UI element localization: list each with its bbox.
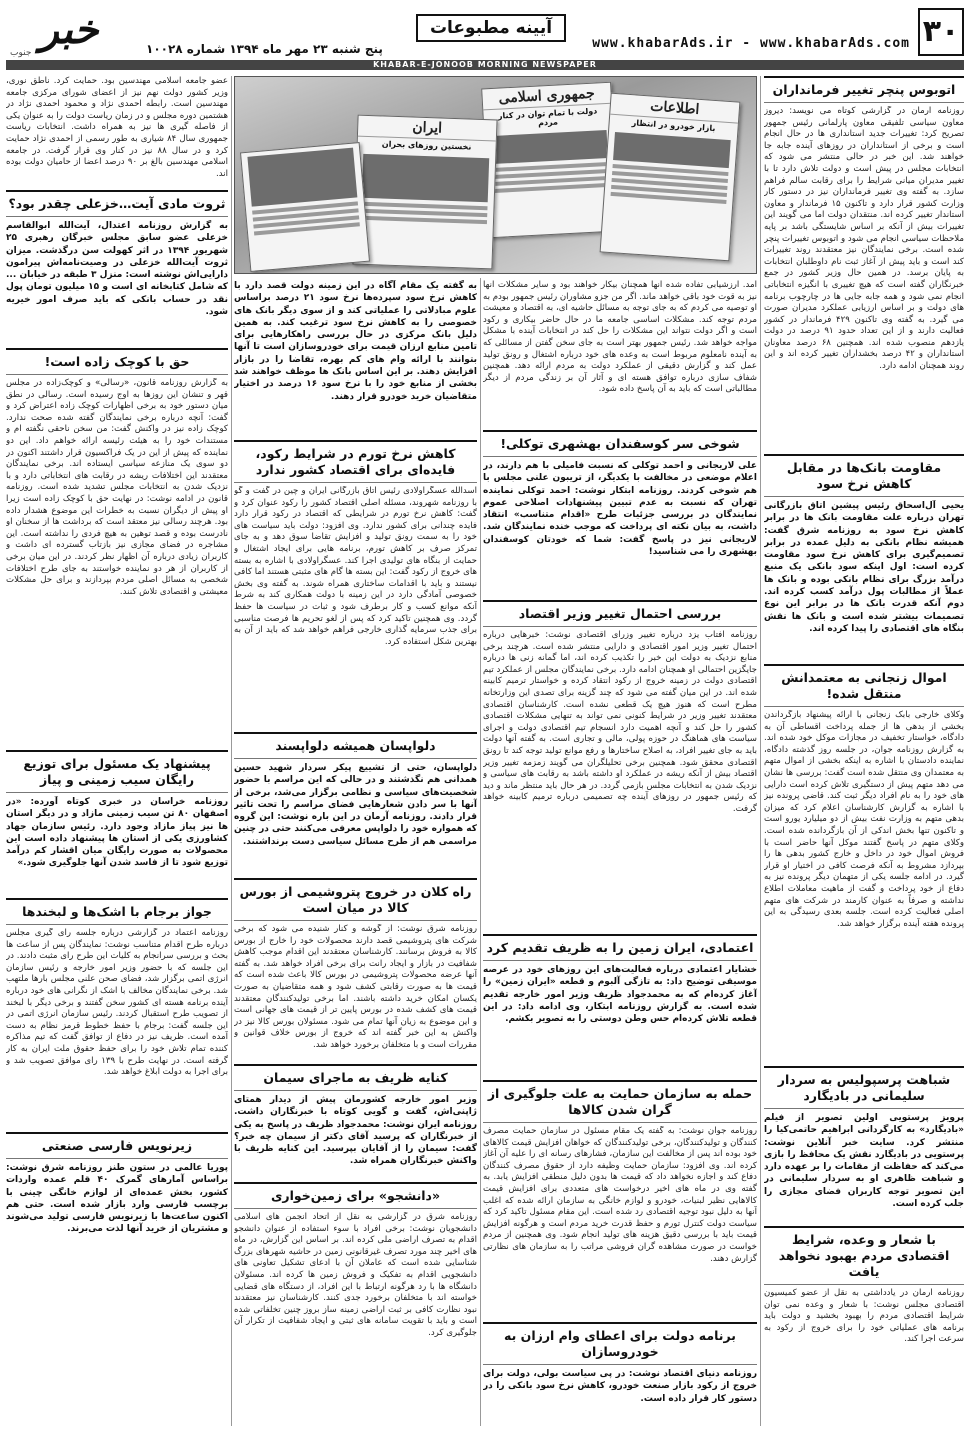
- article-lead: پرویز پرستویی اولین تصویر از فیلم «بادیگارد» به کارگردانی ابراهیم حاتمی‌کیا را منتشر کرد. سایت خبر آنلاین نوشت: پرستویی در بادیگارد نقش یک محافظ را بازی می‌کند که حفاظت از مقامات را بر عهده دارد و شباهت ظاهری او به سردار سلیمانی در این تصویر توجه کاربران فضای مجازی را جلب کرده است.: [764, 1113, 964, 1210]
- article-lead: علی لاریجانی و احمد توکلی که نسبت فامیلی با هم دارند، در اعلام موضعی در مخالفت با یکدیگر، از تریبون علنی مجلس با هم شوخی کردند. روزنامه ابتکار نوشت: احمد توکلی نماینده تهران که نسبت به عدم تبیین پیشنهادات اصلاحی عموم نمایندگان در بررسی جزئیات طرح «اقدام متناسب» انتقاد داشت، به بیان نکته ای پرداخت که موجب خنده نمایندگان شد. لاریجانی نیز در پاسخ گفت: شما که خودتان کوسفندان بهشهری را می شناسید!: [483, 461, 757, 558]
- article-headline: مقاومت بانک‌ها در مقابل کاهش نرخ سود: [764, 454, 964, 497]
- article-headline: برنامه دولت برای اعطای وام ارزان به خودروسازان: [483, 1322, 757, 1365]
- article-headline: بررسی احتمال تغییر وزیر اقتصاد: [483, 600, 757, 627]
- newspaper-image: [613, 132, 731, 168]
- article-headline: اموال زنجانی به معتمدانش منتقل شده!: [764, 664, 964, 707]
- english-banner: KHABAR-E-JONOOB MORNING NEWSPAPER: [6, 60, 964, 70]
- article-headline: اعتمادی، ایران زمین را به ظریف تقدیم کرد: [483, 934, 757, 961]
- newspaper-masthead: ایران: [358, 116, 497, 142]
- article-headline: ثروت مادی آیت…خزعلی چقدر بود؟: [6, 190, 228, 217]
- article-body: روزنامه شرق نوشت: از گوشه و کنار شنیده می شود که برخی شرکت های پتروشیمی قصد دارند محصولات خود را خارج از بورس کالا به فروش برسانند. کارشناسان معتقدند این اقدام موجب کاهش شفافیت در بازار و ایجاد رانت برای برخی افراد خواهد شد. به گفته آنها عرضه محصولات پتروشیمی در بورس کالا باعث شده است که قیمت ها به صورت رقابتی کشف شود و همه متقاضیان به صورت یکسان امکان خرید داشته باشند. اما برخی تولیدکنندگان معتقدند قیمت های کشف شده در بورس پایین تر از قیمت های جهانی است و این موضوع به زیان آنها تمام می شود. مسئولان بورس کالا نیز در واکنش به این خبر گفته اند که خروج از بورس خلاف قوانین و مقررات است و با متخلفان برخورد خواهد شد.: [234, 924, 477, 1050]
- article-headline: «دانشجو» برای زمین‌خواری: [234, 1182, 477, 1209]
- newspaper-headline: نخستین روزهای بحران: [381, 139, 472, 152]
- article-body: روزنامه آرمان در گزارشی کوتاه می نویسد: دیروز معاون سیاسی تلفیقی معاون پارلمانی رئیس جمهور تصریح کرد: تغییرات جدید استانداری ها در حال انجام است و برخی از استانداران در روزهای آینده جابه جا خواهند شد. این خبر در حالی منتشر می شود که انتخابات مجلس در پیش است و دولت تلاش دارد تا با تغییر مدیران میانی شرایط را برای رقابت سالم فراهم سازد. به گفته وی تغییر فرمانداران نیز در دستور کار وزارت کشور قرار دارد و تاکنون ۱۵ فرماندار و معاون استاندار تغییر کرده اند. منتقدان دولت اما می گویند این تغییرات بیش از آنکه بر اساس شایستگی باشد بر پایه ملاحظات سیاسی انجام می شود و اتوبوس تغییرات پنچر شده است. برخی نمایندگان نیز معتقدند روند تغییرات کند است و باید پیش از آغاز ثبت نام داوطلبان انتخابات به پایان برسد. در همین حال وزیر کشور در جمع خبرنگاران گفته است که هیچ تغییری با انگیزه انتخاباتی انجام نمی شود و همه جابه جایی ها در چارچوب برنامه های دولت و بر اساس ارزیابی عملکرد مدیران صورت می گیرد. به گفته وی تاکنون ۴۲۹ فرماندار در کشور فعالیت دارند و از این تعداد حدود ۹۱ درصد در دولت یازدهم منصوب شده اند. همچنین ۶۸ درصد معاونان استانداران و ۴۲ درصد بخشداران تغییر کرده اند و این روند همچنان ادامه دارد.: [764, 106, 964, 372]
- newspaper-front-3: [600, 93, 741, 262]
- article-lead: دلواپسان، حتی از تشییع پیکر سردار شهید حسین همدانی هم نگذشتند و در حالی که این مراسم با حضور شخصیت‌های سیاسی و نظامی برگزار می‌شد، برخی از آنها با سر دادن شعارهایی فضای مراسم را تحت تاثیر قرار دادند. روزنامه آرمان در این باره نوشت: این گروه که همواره خود را دلواپس معرفی می‌کنند حتی در چنین مراسمی هم از طرح مسائل سیاسی دست برنداشتند.: [234, 763, 477, 847]
- article-lead: به گزارش روزنامه اعتدال، آیت‌الله ابوالقاسم خزعلی عضو سابق مجلس خبرگان رهبری ۲۵ شهریور ۱۳۹۴ در اثر کهولت سن درگذشت. میزان ثروت آیت‌الله خزعلی در وصیت‌نامه‌اش پیرامون دارایی‌اش نوشته است: منزل ۳ طبقه در خیابان ... که شامل کتابخانه ای است و ۱۵ میلیون تومان پول نقد در حساب بانکی که باید صرف امور خیریه شود.: [6, 221, 228, 318]
- newspaper-front-4: [240, 142, 370, 272]
- website-urls: www.khabarAds.ir - www.khabarAds.com: [592, 36, 910, 51]
- article-headline: با شعار و وعده، شرایط اقتصادی مردم بهبود نخواهد یافت: [764, 1226, 964, 1285]
- article-headline: زیرنویس فارسی صنعتی: [6, 1132, 228, 1159]
- column-1: [764, 76, 964, 1351]
- article-body: روزنامه شرق در گزارشی به نقل از اتحاد انجمن های اسلامی دانشجویان نوشت: برخی افراد با سوء استفاده از عنوان دانشجو اقدام به تصرف اراضی ملی کرده اند. بر اساس این گزارش، در ماه های اخیر چند مورد تصرف غیرقانونی زمین در حاشیه شهرهای بزرگ شناسایی شده است که عاملان آن با ادعای تشکیل تعاونی های دانشجویی اقدام به تفکیک و فروش زمین ها کرده اند. مسئولان دانشگاه ها با رد هرگونه ارتباط با این افراد، از دستگاه های قضایی خواسته اند با متخلفان برخورد جدی کنند. کارشناسان نیز معتقدند نبود نظارت کافی بر ثبت اراضی زمینه ساز بروز چنین تخلفاتی شده است و باید با تقویت سامانه های ثبتی و ایجاد شفافیت از تکرار آن جلوگیری کرد.: [234, 1212, 477, 1338]
- logo: [10, 6, 128, 60]
- page-number: ۳۰: [918, 8, 964, 56]
- article-headline: حمله به سازمان حمایت به علت جلوگیری از گران شدن کالاها: [483, 1080, 757, 1123]
- column-rule: [231, 76, 232, 1426]
- column-4: [6, 76, 228, 1295]
- article-body: روزنامه اعتماد در گزارشی درباره جلسه رای گیری مجلس درباره طرح اقدام متناسب نوشت: نمایندگان پس از ساعت ها بحث و بررسی سرانجام به کلیات این طرح رای مثبت دادند. در این جلسه که با حضور وزیر امور خارجه و رئیس سازمان انرژی اتمی برگزار شد، فضای صحن علنی مجلس بارها ملتهب شد. برخی نمایندگان مخالف با اشک از نگرانی های خود درباره آینده برنامه هسته ای کشور سخن گفتند و برخی دیگر با لبخند از تصویب طرح استقبال کردند. رئیس سازمان انرژی اتمی در این جلسه گفت: برجام با حفظ خطوط قرمز نظام به دست آمده است. ظریف نیز در دفاع از توافق گفت که تیم مذاکره کننده تمام تلاش خود را برای حفظ حقوق ملت ایران به کار گرفته است. در نهایت طرح با ۱۳۹ رای موافق تصویب شد و برای اجرا به دولت ابلاغ خواهد شد.: [6, 928, 228, 1078]
- newspaper-masthead: جمهوری اسلامی: [482, 83, 611, 111]
- newspaper-masthead: اطلاعات: [610, 94, 739, 124]
- date-issue: پنج شنبه ۲۳ مهر ماه ۱۳۹۴ شماره ۱۰۰۲۸: [146, 42, 383, 56]
- article-lead: به گفته یک مقام آگاه در این زمینه دولت قصد دارد با کاهش نرخ سود سپرده‌ها نرخ سود ۲۱ درصد براساس علوم مبادلاتی را عملیاتی کند و از سوی دیگر بانک های خصوصی را به کاهش نرخ سود ترغیب کند. به همین دلیل بانک مرکزی در حال بررسی راهکارهایی برای تامین منابع ارزان قیمت برای خودروسازان است تا آنها بتوانند با ارائه وام های کم بهره، تقاضا را در بازار افزایش دهند. بر این اساس بانک ها موظف خواهند شد بخشی از منابع خود را با نرخ سود ۱۶ درصد در اختیار متقاضیان خرید خودرو قرار دهند.: [234, 281, 477, 402]
- section-title: آیینه مطبوعات: [416, 14, 566, 42]
- newspaper-headline: بازار خودرو در انتظار: [631, 118, 716, 134]
- article-lead: روزنامه دنیای اقتصاد نوشت: در پی سیاست بولی، دولت برای خروج از رکود بازار صنعت خودرو، کاهش نرخ سود بانکی را در دستور کار قرار داده است.: [483, 1369, 757, 1404]
- article-body: اسدالله عسگراولادی رئیس اتاق بازرگانی ایران و چین در گفت و گو با روزنامه شهروند، مسئله اصلی اقتصاد کشور را رکود عنوان کرد و گفت: کاهش نرخ تورم در شرایطی که اقتصاد در رکود قرار دارد فایده چندانی برای کشور ندارد. وی افزود: دولت باید سیاست های خود را به سمت رونق تولید و افزایش تقاضا سوق دهد و به جای تمرکز صرف بر کاهش تورم، برنامه هایی برای ایجاد اشتغال و حمایت از بنگاه های تولیدی اجرا کند. عسگراولادی با اشاره به بسته های خروج از رکود گفت: این بسته ها گام های مثبتی هستند اما کافی نیستند و باید با اقدامات ساختاری همراه شوند. به گفته وی بخش خصوصی آمادگی دارد در این زمینه با دولت همکاری کند به شرط آنکه موانع کسب و کار برطرف شود و ثبات در سیاست ها حفظ گردد. وی همچنین تاکید کرد که پس از لغو تحریم ها فرصت مناسبی برای جذب سرمایه گذاری خارجی فراهم خواهد شد که باید از آن به بهترین شکل استفاده کرد.: [234, 486, 477, 647]
- column-3: [234, 280, 477, 1415]
- logo-sub: جنوب: [10, 48, 32, 58]
- article-headline: پیشنهاد یک مسئول برای توزیع رایگان سیب زمینی و پیاز: [6, 750, 228, 793]
- newspaper-headline: دولت با تمام توان در کنار مردم: [497, 106, 598, 128]
- article-headline: حق با کوچک زاده است!: [6, 348, 228, 375]
- article-headline: شباهت پرسپولیس به سردار سلیمانی در بادیگارد: [764, 1066, 964, 1109]
- article-body: عضو جامعه اسلامی مهندسین بود. حمایت کرد. ناطق نوری، وزیر کشور دولت نهم نیز از اعضای شورای مرکزی جامعه مهندسین است. رابطه احمدی نژاد و محمود احمدی نژاد در هشتمین دوره مجلس و در زمان ریاست دولت را به عنوان یکی از فاصله گیری ها نیز به همراه داشت. انتخابات ریاست جمهوری سال ۸۴ شیاری به طور رسمی از احمدی نژاد حمایت کرد و در سال ۸۸ نیز در کنار وی قرار گرفت. در جامعه اسلامی مهندسین بالغ بر ۹۰ درصد اعضا از حامیان دولت بوده اند.: [6, 76, 228, 179]
- article-body: به گزارش روزنامه قانون، «رسالی» و کوچک‌زاده در مجلس قهر و تنشان این روزها به اوج رسیده است. رسالی در نطق میان دستور خود به برخی اظهارات کوچک زاده اعتراض کرد و گفت: آنچه درباره برخی نمایندگان گفته شده صحت ندارد. کوچک زاده نیز در واکنش گفت: من سخن ناحقی نگفته ام و مستندات خود را به هیئت رئیسه ارائه خواهم داد. این دو نماینده که پیش از این در یک فراکسیون قرار داشتند اکنون در دو سوی یک منازعه سیاسی ایستاده اند. برخی نمایندگان معتقدند این اختلافات ریشه در رقابت های انتخاباتی دارد و با نزدیک شدن به انتخابات مجلس تشدید شده است. روزنامه قانون در ادامه نوشت: در نهایت حق با کوچک زاده است زیرا او پیش از دیگران نسبت به خطرات این موضوع هشدار داده بود. هرچند رسالی نیز معتقد است که برداشت ها از سخنان او نادرست بوده و قصد توهین به هیچ فردی را نداشته است. این مشاجره در فضای مجازی نیز بازتاب گسترده ای داشت و کاربران زیادی درباره آن اظهار نظر کردند. در این میان برخی از کاربران از هر دو نماینده خواستند به جای طرح اختلافات شخصی به مسائل اصلی مردم بپردازند و برای حل مشکلات معیشتی و اقتصادی تلاش کنند.: [6, 378, 228, 597]
- article-lead: خشایار اعتمادی درباره فعالیت‌های این روزهای خود در عرصه موسیقی توضیح داد: به تازگی آلبوم و قطعه «ایران زمین» را آغاز کرده‌ام که به محمدجواد ظریف وزیر امور خارجه تقدیم شده است. به گزارش روزنامه ابتکار، وی ادامه داد: در این قطعه تلاش کرده‌ام حس وطن دوستی را به تصویر بکشم.: [483, 965, 757, 1025]
- article-headline: اتوبوس پنچر تغییر فرمانداران: [764, 76, 964, 103]
- newspapers-photo: [234, 76, 757, 274]
- column-2: [483, 280, 757, 1407]
- article-headline: شوخی سر کوسفندان بهشهری توکلی!: [483, 430, 757, 457]
- newspaper-image: [247, 148, 357, 207]
- masthead: [6, 6, 964, 62]
- column-rule: [760, 76, 761, 1426]
- newspaper-image: [491, 130, 608, 164]
- article-lead: یحیی آل‌اسحاق رئیس پیشین اتاق بازرگانی تهران درباره علت مقاومت بانک ها در برابر کاهش نرخ سود به روزنامه شرق گفت: همیشه نظام بانکی به دلیل عمده در برابر تصمیم‌گیری برای کاهش نرخ سود مقاومت کرده است: اول اینکه سود بانکی یک منبع درآمد بزرگ برای نظام بانکی بوده و بانک ها عملاً از مطالبات پول درآمد کسب کرده اند. دوم آنکه قدرت بانک ها در برابر این نوع تصمیمات بیشتر شده است و بانک ها نقش بنگاه های اقتصادی را پیدا کرده اند.: [764, 501, 964, 634]
- newspaper-front-2: [352, 115, 497, 270]
- article-headline: کاهش نرخ تورم در شرایط رکود، فایده‌ای برای اقتصاد کشور ندارد: [234, 440, 477, 483]
- article-headline: راه کلان در خروج پتروشیمی از بورس کالا در میان است: [234, 878, 477, 921]
- column-rule: [480, 278, 481, 1426]
- article-headline: جواز برجام با اشک‌ها و لبخندها: [6, 898, 228, 925]
- newspaper-front-1: [481, 82, 619, 239]
- newspaper-image: [362, 154, 489, 202]
- article-body: روزنامه آفتاب یزد درباره تغییر وزرای اقتصادی نوشت: خبرهایی درباره احتمال تغییر وزیر امور اقتصادی و دارایی منتشر شده است. هرچند برخی منابع نزدیک به دولت این خبر را تکذیب کرده اند، اما گمانه زنی ها درباره جایگزین احتمالی او همچنان ادامه دارد. برخی نمایندگان مجلس از عملکرد تیم اقتصادی دولت در زمینه خروج از رکود انتقاد کرده و خواستار ترمیم کابینه شده اند. در این میان گفته می شود که چند گزینه برای تصدی این وزارتخانه مطرح است که هنوز هیچ یک قطعی نشده است. کارشناسان اقتصادی معتقدند تغییر وزیر در شرایط کنونی نمی تواند به تنهایی مشکلات اقتصادی کشور را حل کند و آنچه اهمیت دارد انسجام تیم اقتصادی دولت و اجرای سیاست های هماهنگ در حوزه پولی، مالی و تجاری است. به گفته آنها دولت باید به جای تغییر افراد، به اصلاح ساختارها و رفع موانع تولید توجه کند تا رونق اقتصادی محقق شود. همچنین برخی تحلیلگران می گویند زمزمه تغییر وزیر اقتصاد بیش از آنکه ریشه در عملکرد او داشته باشد به رقابت های سیاسی و نزدیک شدن به انتخابات مجلس بازمی گردد. در هر حال باید منتظر ماند و دید که رئیس جمهور در روزهای آینده چه تصمیمی درباره ترمیم کابینه خواهد گرفت.: [483, 630, 757, 814]
- article-headline: کنایه ظریف به ماجرای سیمان: [234, 1064, 477, 1091]
- article-lead: وزیر امور خارجه کشورمان پیش از دیدار همتای ژاپنی‌اش، گفت و گویی کوتاه با خبرنگاران داشت. روزنامه ایران نوشت: محمدجواد ظریف در پاسخ به یکی از خبرنگاران که پرسید آقای دکتر از سیمان چه خبر؟ گفت: سیمان را از آقایان بپرسید. این کنایه ظریف با واکنش خبرنگاران همراه شد.: [234, 1095, 477, 1167]
- article-body: آمد. ارزشیابی تفاده شده آنها همچنان بیکار خواهند بود و سایر مشکلات آنها نیز به قوت خود باقی خواهد ماند. اگر من جزو مشاوران رئیس جمهور بودم به او توصیه می کردم که به جای توجه به مسائل حاشیه ای، به اقتصاد و معیشت مردم توجه کند. مشکلات اساسی جامعه ما در حال حاضر بیکاری و رکود است و اگر دولت نتواند این مشکلات را حل کند در انتخابات آینده با مشکل مواجه خواهد شد. رئیس جمهور بهتر است به جای سخن گفتن از مسائلی که به آینده نامعلوم مربوط است به وعده های خود درباره اشتغال و رونق تولید عمل کند و گزارش دقیقی از عملکرد دولت به مردم ارائه دهد. همچنین شفاف سازی درباره توافق هسته ای و آثار آن بر زندگی مردم از دیگر مطالباتی است که باید به آن پاسخ داده شود.: [483, 280, 757, 395]
- article-headline: دلواپسان همیشه دلواپسند: [234, 732, 477, 759]
- article-body: روزنامه جوان نوشت: به گفته یک مقام مسئول در سازمان حمایت مصرف کنندگان و تولیدکنندگان، برخی تولیدکنندگان که خواهان افزایش قیمت کالاهای خود بوده اند پس از مخالفت این سازمان، فشارهای رسانه ای را علیه آن آغاز کرده اند. وی افزود: سازمان حمایت وظیفه دارد از حقوق مصرف کنندگان دفاع کند و اجازه نخواهد داد که قیمت ها بدون دلیل منطقی افزایش یابد. به گفته وی در ماه های اخیر درخواست های متعددی برای افزایش قیمت کالاهایی نظیر لبنیات، خودرو و لوازم خانگی به سازمان ارائه شده که اغلب آنها به دلیل نبود توجیه اقتصادی رد شده است. این مقام مسئول تاکید کرد که سیاست دولت کنترل تورم و حفظ قدرت خرید مردم است و هرگونه افزایش قیمت باید با بررسی دقیق هزینه های تولید انجام شود. وی همچنین از مردم خواست در صورت مشاهده گران فروشی مراتب را به سازمان های نظارتی گزارش دهند.: [483, 1126, 757, 1264]
- article-lead: روزنامه خراسان در خبری کوتاه آورده: «در اصفهان ۸۰ تن سیب زمینی مازاد و در دیگر استان ها نیز پیاز مازاد وجود دارد. رئیس سازمان جهاد کشاورزی یکی از استان ها پیشنهاد داده است این محصولات به صورت رایگان میان اقشار کم درآمد توزیع شود تا از فاسد شدن آنها جلوگیری شود.»: [6, 797, 228, 869]
- article-lead: پوریا عالمی در ستون طنز روزنامه شرق نوشت: براساس آمارهای گمرک ۴۰ قلم عمده واردات کشور، بخش عمده‌ای از لوازم خانگی چینی با برچسب فارسی وارد بازار شده است. حتی هم اکنون ساعت‌ها با زیرنویس فارسی تولید می‌شوند و مشتریان از خرید آنها لذت می‌برند.: [6, 1163, 228, 1235]
- logo-text: خبر: [39, 6, 99, 53]
- article-body: وکلای خارجی بابک زنجانی با ارائه پیشنهاد بازگرداندن بخشی از بدهی ها از جمله پرداخت اقساطی آن به دادگاه، خواستار تخفیف در مجازات موکل خود شده اند. به گزارش روزنامه جوان، در جلسه روز گذشته دادگاه، نماینده دادستان با اشاره به اینکه بخشی از اموال متهم به معتمدان وی منتقل شده است گفت: بررسی ها نشان می دهد متهم پیش از دستگیری تلاش کرده است دارایی های خود را به نام افراد دیگر ثبت کند. قاضی پرونده نیز با اشاره به گزارش کارشناسان اعلام کرد که میزان بدهی متهم به وزارت نفت بیش از دو میلیارد یورو است و تاکنون تنها بخش اندکی از آن بازگردانده شده است. وکلای متهم در پاسخ گفتند موکل آنها حاضر است با فروش اموال خود در داخل و خارج کشور بدهی ها را بپردازد مشروط به آنکه فرصت کافی در اختیار او قرار گیرد. در ادامه جلسه یکی از متهمان دیگر پرونده نیز به دفاع از خود پرداخت و گفت از ماهیت معاملات اطلاع نداشته و صرفاً به عنوان کارمند در شرکت های متهم اصلی فعالیت کرده است. جلسه بعدی رسیدگی به این پرونده هفته آینده برگزار خواهد شد.: [764, 710, 964, 929]
- article-body: روزنامه آرمان در یادداشتی به نقل از عضو کمیسیون اقتصادی مجلس نوشت: با شعار و وعده نمی توان شرایط اقتصادی مردم را بهبود بخشید و دولت باید برنامه های عملیاتی خود را برای خروج از رکود به سرعت اجرا کند.: [764, 1288, 964, 1345]
